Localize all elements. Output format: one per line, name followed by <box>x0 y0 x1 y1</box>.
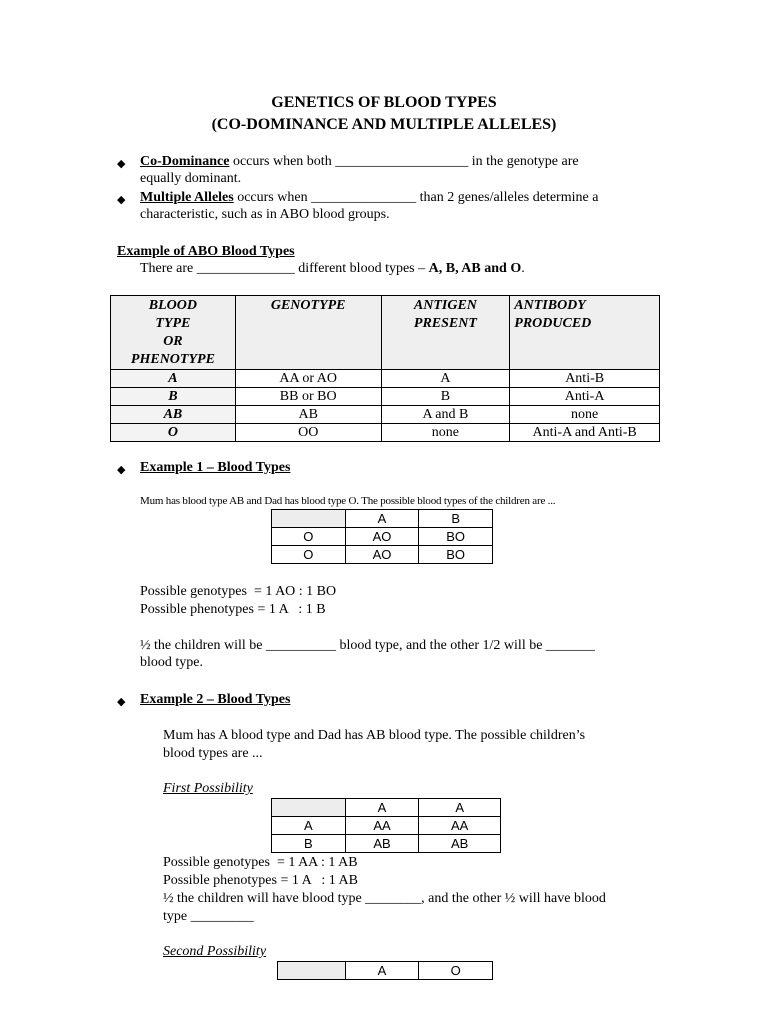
example2-genotypes: Possible genotypes = 1 AA : 1 AB <box>163 855 358 870</box>
example2-heading: Example 2 – Blood Types <box>140 692 291 707</box>
punnett-square-example1 <box>271 509 493 564</box>
example1-half-line2: blood type. <box>140 655 203 670</box>
table-row: O OO none Anti-A and Anti-B <box>111 424 660 442</box>
example2-intro-line1: Mum has A blood type and Dad has AB blood type. The possible children’s <box>163 728 586 743</box>
diamond-bullet-icon: ◆ <box>117 194 126 206</box>
header-antibody: ANTIBODY PRODUCED <box>510 296 660 370</box>
punnett-row: O AO BO <box>272 546 493 564</box>
punnett-square-first-possibility <box>271 798 501 853</box>
diamond-bullet-icon: ◆ <box>117 696 126 708</box>
blood-type-table <box>110 295 660 442</box>
page-subtitle: (CO-DOMINANCE AND MULTIPLE ALLELES) <box>211 116 557 133</box>
answer-blank: ______________ <box>196 261 295 276</box>
multiple-alleles-term: Multiple Alleles <box>140 190 234 205</box>
table-row: AB AB A and B none <box>111 406 660 424</box>
first-possibility-label: First Possibility <box>163 781 253 796</box>
example1-genotypes: Possible genotypes = 1 AO : 1 BO <box>140 584 337 599</box>
example2-intro-line2: blood types are ... <box>163 746 263 761</box>
abo-heading: Example of ABO Blood Types <box>117 244 295 259</box>
codominance-definition: Co-Dominance occurs when both ___________________ in the genotype are equally dominant. <box>140 154 579 186</box>
second-possibility-label: Second Possibility <box>163 944 267 959</box>
page-title: GENETICS OF BLOOD TYPES <box>271 94 497 111</box>
header-antigen: ANTIGEN PRESENT <box>381 296 510 370</box>
multiple-alleles-definition: Multiple Alleles occurs when _______________ than 2 genes/alleles determine a characteristic, such as in ABO blood groups. <box>140 190 599 222</box>
example1-half-line1: ½ the children will be __________ blood type, and the other 1/2 will be _______ <box>140 638 595 653</box>
diamond-bullet-icon: ◆ <box>117 464 126 476</box>
codominance-term: Co-Dominance <box>140 154 230 169</box>
example1-intro: Mum has blood type AB and Dad has blood type O. The possible blood types of the children are ... <box>140 495 556 507</box>
example1-phenotypes: Possible phenotypes = 1 A : 1 B <box>140 602 326 617</box>
example2-phenotypes: Possible phenotypes = 1 A : 1 AB <box>163 873 358 888</box>
example1-heading: Example 1 – Blood Types <box>140 460 291 475</box>
table-row: A AA or AO A Anti-B <box>111 370 660 388</box>
punnett-header-row: A O <box>278 962 493 980</box>
table-row: B BB or BO B Anti-A <box>111 388 660 406</box>
punnett-square-second-possibility <box>277 961 493 980</box>
abo-intro: There are ______________ different blood types – A, B, AB and O. <box>140 261 525 276</box>
punnett-header-row: A A <box>272 799 501 817</box>
table-header-row <box>111 296 660 370</box>
header-genotype: GENOTYPE <box>235 296 381 370</box>
punnett-row: A AA AA <box>272 817 501 835</box>
answer-blank: _______________ <box>311 190 417 205</box>
diamond-bullet-icon: ◆ <box>117 158 126 170</box>
punnett-row: B AB AB <box>272 835 501 853</box>
punnett-header-row: A B <box>272 510 493 528</box>
punnett-row: O AO BO <box>272 528 493 546</box>
example2-half-line1: ½ the children will have blood type ________, and the other ½ will have blood <box>163 891 606 906</box>
example2-half-line2: type _________ <box>163 909 254 924</box>
answer-blank: ___________________ <box>335 154 469 169</box>
header-blood-type: BLOOD TYPE OR PHENOTYPE <box>111 296 236 370</box>
